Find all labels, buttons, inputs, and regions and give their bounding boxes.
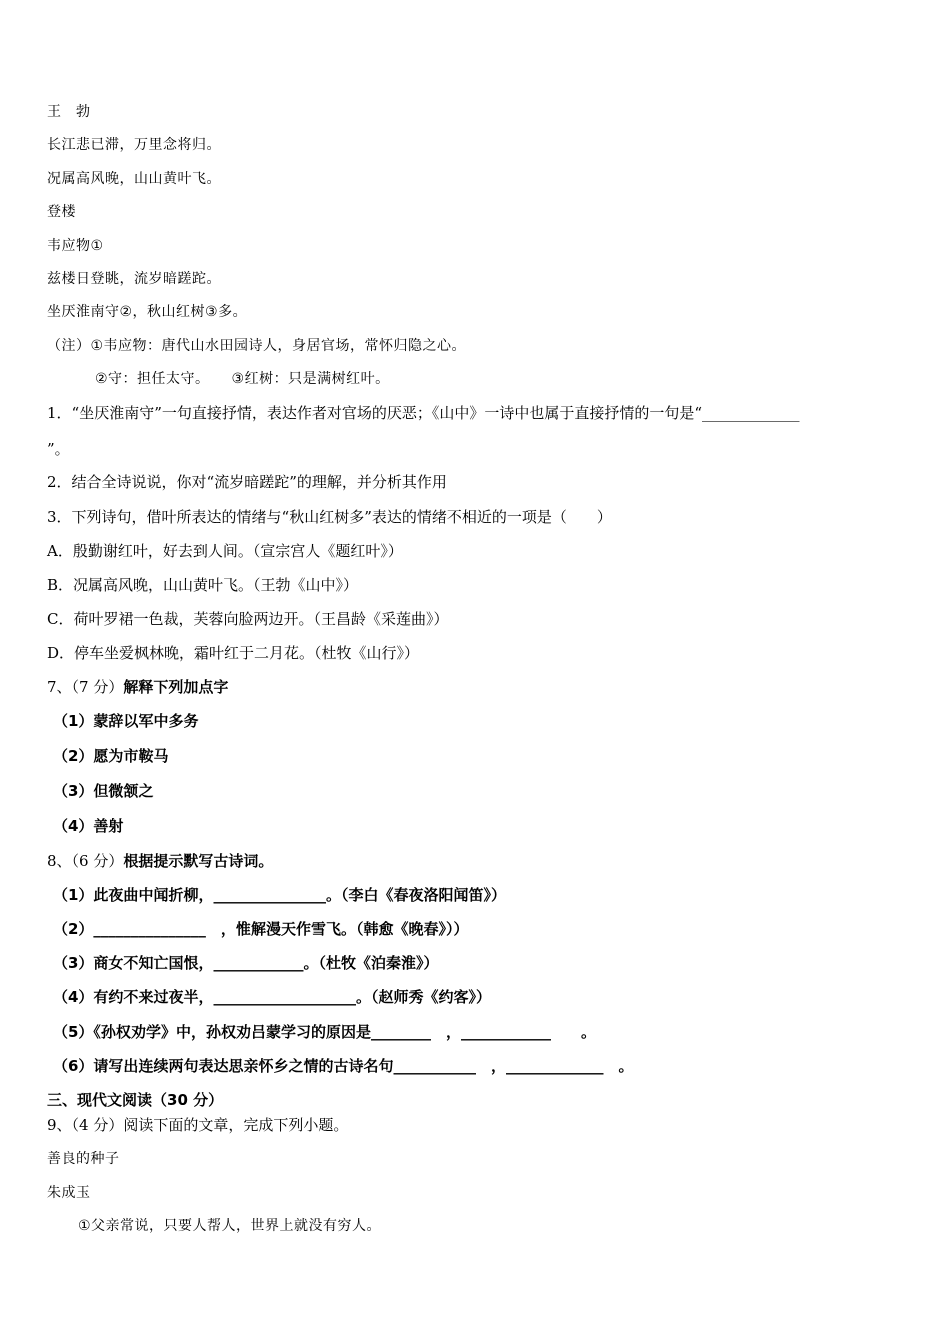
q7-item: （3）但微颔之 [53, 782, 154, 800]
poem1-author: 王 勃 [47, 104, 91, 120]
question-9: 9、（4 分）阅读下面的文章，完成下列小题。 [47, 1116, 349, 1134]
q7-item: （1）蒙辞以军中多务 [53, 712, 199, 730]
option-c: C．荷叶罗裙一色裁，芙蓉向脸两边开。（王昌龄《采莲曲》） [47, 610, 449, 628]
poem2-author: 韦应物① [47, 238, 104, 254]
q8-item: （5）《孙权劝学》中，孙权劝吕蒙学习的原因是________ ，____________ 。 [53, 1023, 596, 1041]
question-1: 1．“坐厌淮南守”一句直接抒情，表达作者对官场的厌恶；《山中》一诗中也属于直接抒情的一句是“_____________ [47, 404, 800, 422]
question-2: 2．结合全诗说说，你对“流岁暗蹉跎”的理解，并分析其作用 [47, 473, 447, 491]
question-1-cont: ”。 [47, 440, 70, 458]
article-title: 善良的种子 [47, 1151, 120, 1167]
question-7: 7、（7 分）解释下列加点字 [47, 678, 229, 696]
poem1-line: 长江悲已滞，万里念将归。 [47, 137, 221, 153]
article-author: 朱成玉 [47, 1185, 91, 1201]
poem2-title: 登楼 [47, 204, 76, 220]
q7-item: （4）善射 [53, 817, 124, 835]
poem2-note: （注）①韦应物：唐代山水田园诗人，身居官场，常怀归隐之心。 [47, 338, 467, 354]
poem1-line: 况属高风晚，山山黄叶飞。 [47, 171, 221, 187]
option-a: A．殷勤谢红叶，好去到人间。（宣宗宫人《题红叶》） [47, 542, 403, 560]
q7-item: （2）愿为市鞍马 [53, 747, 169, 765]
q8-item: （2）_______________ ，惟解漫天作雪飞。（韩愈《晚春》）） [53, 920, 469, 938]
q8-item: （6）请写出连续两句表达思亲怀乡之情的古诗名句___________ ，_____________ 。 [53, 1057, 634, 1075]
q8-item: （4）有约不来过夜半，___________________。（赵师秀《约客》） [53, 988, 491, 1006]
section-heading: 三、现代文阅读（30 分） [47, 1091, 224, 1109]
option-d: D．停车坐爱枫林晚，霜叶红于二月花。（杜牧《山行》） [47, 644, 420, 662]
poem2-line: 坐厌淮南守②，秋山红树③多。 [47, 304, 248, 320]
option-b: B．况属高风晚，山山黄叶飞。（王勃《山中》） [47, 576, 359, 594]
article-paragraph: ①父亲常说，只要人帮人，世界上就没有穷人。 [78, 1218, 382, 1234]
q8-item: （1）此夜曲中闻折柳，_______________。（李白《春夜洛阳闻笛》） [53, 886, 506, 904]
question-8: 8、（6 分）根据提示默写古诗词。 [47, 852, 274, 870]
poem2-line: 兹楼日登眺，流岁暗蹉跎。 [47, 271, 221, 287]
q8-item: （3）商女不知亡国恨，____________。（杜牧《泊秦淮》） [53, 954, 439, 972]
question-3: 3．下列诗句，借叶所表达的情绪与“秋山红树多”表达的情绪不相近的一项是（ ） [47, 508, 612, 526]
poem2-note: ②守：担任太守。 ③红树：只是满树红叶。 [95, 371, 390, 387]
